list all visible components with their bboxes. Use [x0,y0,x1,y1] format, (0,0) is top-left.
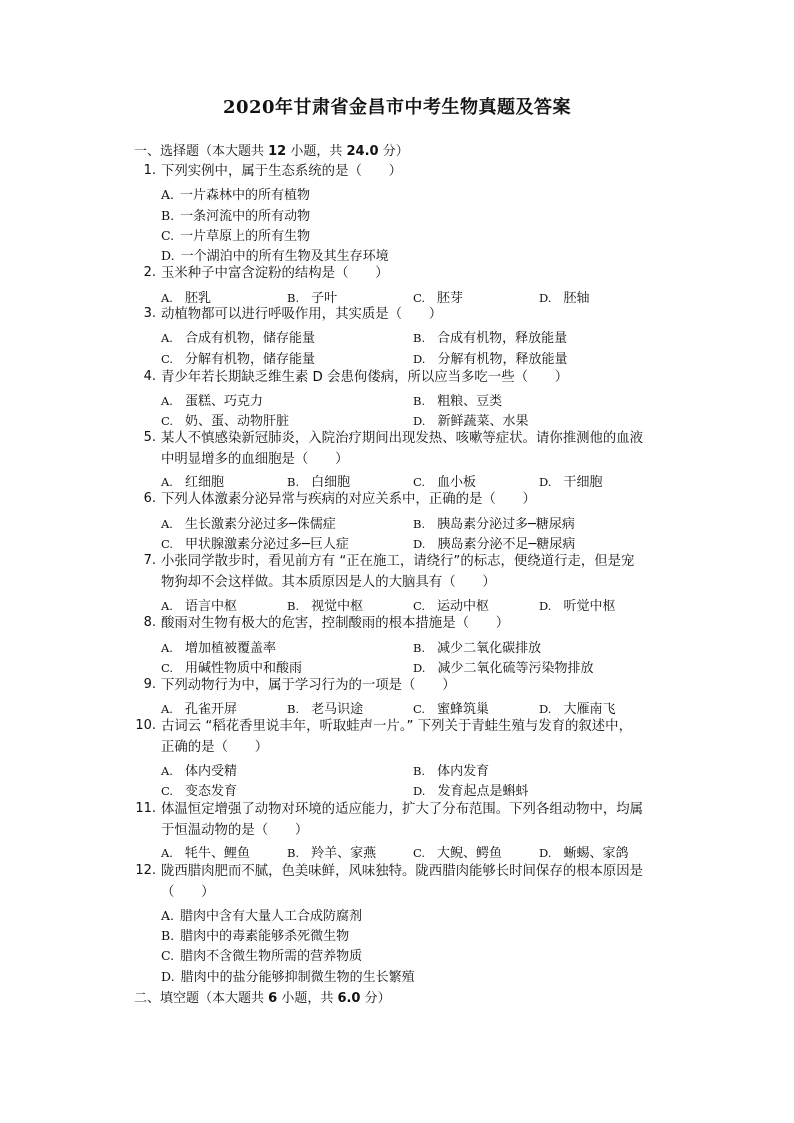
answer-option [287,287,337,306]
option-letter: C. [161,414,174,428]
answer-option [161,390,263,409]
option-text: 腊肉不含微生物所需的营养物质 [180,949,363,964]
question-text: 于恒温动物的是（ ） [161,823,309,838]
answer-option [161,287,211,306]
question-number: 11. [135,801,156,816]
option-text: 增加植被覆盖率 [184,641,276,656]
option-text: 分解有机物，释放能量 [437,352,568,367]
option-text: 变态发育 [185,784,238,799]
answer-option [161,327,315,346]
option-text: 老马识途 [311,702,364,717]
answer-option [413,698,489,717]
answer-option [413,348,567,367]
question-text: 物狗却不会这样做。其本质原因是人的大脑具有（ ） [161,575,496,590]
answer-option [413,410,528,429]
answer-option [161,205,310,224]
option-text: 分解有机物，储存能量 [185,352,316,367]
answer-option [413,471,476,490]
section-heading [134,140,409,159]
section-heading [134,987,391,1006]
answer-option [161,780,237,799]
option-letter: D. [539,599,552,613]
option-text: 听觉中枢 [563,599,616,614]
page-title: 2020年甘肃省金昌市中考生物真题及答案 [222,97,572,118]
option-letter: B. [413,764,426,778]
option-letter: C. [161,661,174,675]
answer-option [413,760,489,779]
option-letter: A. [161,394,173,408]
answer-option [161,657,302,676]
answer-option [287,698,363,717]
option-text: 一条河流中的所有动物 [180,209,311,224]
section-heading-mid: 小题，共 [286,144,347,159]
option-text: 腊肉中的毒素能够杀死微生物 [180,929,350,944]
answer-option [161,966,415,985]
question-text: 中明显增多的血细胞是（ ） [161,452,349,467]
question-text: 体温恒定增强了动物对环境的适应能力，扩大了分布范围。下列各组动物中，均属 [161,802,644,817]
answer-option [161,245,389,264]
answer-option [161,637,276,656]
option-letter: A. [161,641,173,655]
answer-option [413,657,593,676]
answer-option [413,390,502,409]
question-number: 9. [143,677,156,692]
answer-option [161,760,237,779]
option-text: 胚芽 [437,291,464,306]
option-letter: B. [287,475,300,489]
option-letter: A. [161,517,173,531]
answer-option [161,925,349,944]
question-text: 酸雨对生物有极大的危害，控制酸雨的根本措施是（ ） [161,616,510,631]
option-letter: D. [539,702,552,716]
option-letter: B. [161,208,175,223]
option-letter: D. [413,352,426,366]
question-text: 动植物都可以进行呼吸作用，其实质是（ ） [161,307,443,322]
option-letter: D. [413,661,426,675]
answer-option [161,533,349,552]
option-letter: C. [413,475,426,489]
option-text: 合成有机物，储存能量 [184,331,315,346]
option-text: 腊肉中的盐分能够抑制微生物的生长繁殖 [180,970,415,985]
answer-option [413,513,575,532]
answer-option [413,287,463,306]
option-text: 胚乳 [184,291,211,306]
option-text: 视觉中枢 [311,599,364,614]
option-letter: D. [413,414,426,428]
option-text: 腊肉中含有大量人工合成防腐剂 [180,909,363,924]
option-letter: C. [161,228,175,243]
option-text: 子叶 [311,291,338,306]
question-number: 6. [143,491,156,506]
option-text: 大鲵、鳄鱼 [437,846,503,861]
option-letter: C. [413,599,426,613]
option-text: 白细胞 [311,475,351,490]
option-text: 胰岛素分泌不足─糖尿病 [437,537,576,552]
option-letter: B. [287,702,300,716]
option-letter: B. [161,928,175,943]
option-text: 甲状腺激素分泌过多─巨人症 [185,537,349,552]
question-number: 12. [135,863,156,878]
option-letter: B. [287,291,300,305]
answer-option [287,595,363,614]
option-letter: B. [413,394,426,408]
question-text: 某人不慎感染新冠肺炎，入院治疗期间出现发热、咳嗽等症状。请你推测他的血液 [161,431,644,446]
question-text: 下列实例中，属于生态系统的是（ ） [161,164,403,179]
answer-option [161,471,224,490]
option-letter: C. [161,948,175,963]
option-letter: A. [161,702,173,716]
question-text: 玉米种子中富含淀粉的结构是（ ） [161,266,389,281]
option-letter: A. [161,475,173,489]
option-letter: C. [161,352,174,366]
section-heading-mid: 小题，共 [277,991,338,1006]
option-letter: A. [161,291,173,305]
option-letter: B. [287,599,300,613]
option-text: 红细胞 [184,475,224,490]
option-letter: B. [287,846,300,860]
option-letter: D. [413,537,426,551]
question-number: 3. [143,306,156,321]
option-letter: D. [539,475,552,489]
question-number: 5. [143,430,156,445]
option-letter: A. [161,908,175,923]
answer-option [161,410,289,429]
option-letter: D. [161,248,175,263]
option-letter: B. [413,331,426,345]
option-letter: C. [161,784,174,798]
option-text: 粗粮、豆类 [437,394,503,409]
option-text: 蜥蜴、家鸽 [563,846,629,861]
answer-option [539,471,602,490]
section-heading-score: 6.0 [337,991,361,1006]
option-letter: C. [413,291,426,305]
answer-option [161,905,362,924]
answer-option [161,842,250,861]
question-number: 10. [135,718,156,733]
question-number: 7. [143,553,156,568]
option-text: 一个湖泊中的所有生物及其生存环境 [180,249,389,264]
option-text: 血小板 [437,475,477,490]
question-text: 小张同学散步时，看见前方有 “正在施工，请绕行”的标志，便绕道行走，但是宠 [161,554,635,569]
option-text: 发育起点是蝌蚪 [437,784,529,799]
option-text: 一片森林中的所有植物 [180,188,311,203]
answer-option [161,698,237,717]
question-text: 青少年若长期缺乏维生素 D 会患佝偻病，所以应当多吃一些（ ） [161,370,569,385]
answer-option [161,348,315,367]
option-text: 一片草原上的所有生物 [180,229,311,244]
answer-option [539,842,628,861]
answer-option [413,533,575,552]
question-text: 正确的是（ ） [161,740,269,755]
answer-option [161,513,336,532]
option-text: 羚羊、家燕 [311,846,377,861]
section-heading-count: 6 [268,991,278,1006]
option-letter: D. [539,291,552,305]
option-letter: A. [161,331,173,345]
question-number: 8. [143,615,156,630]
option-text: 减少二氧化硫等污染物排放 [437,661,594,676]
option-text: 用碱性物质中和酸雨 [185,661,303,676]
option-letter: D. [539,846,552,860]
option-letter: A. [161,599,173,613]
option-text: 减少二氧化碳排放 [437,641,542,656]
answer-option [539,287,589,306]
option-letter: B. [413,517,426,531]
answer-option [287,471,350,490]
option-text: 新鲜蔬菜、水果 [437,414,529,429]
question-number: 1. [143,163,156,178]
answer-option [539,595,615,614]
option-text: 蛋糕、巧克力 [184,394,263,409]
option-letter: C. [413,846,426,860]
option-text: 生长激素分泌过多─侏儒症 [184,517,336,532]
answer-option [413,327,567,346]
option-text: 大雁南飞 [563,702,616,717]
answer-option [161,945,362,964]
answer-option [413,780,528,799]
option-text: 胰岛素分泌过多─糖尿病 [437,517,575,532]
answer-option [161,225,310,244]
option-text: 奶、蛋、动物肝脏 [185,414,290,429]
answer-option [161,184,310,203]
question-number: 2. [143,265,156,280]
answer-option [161,595,237,614]
option-text: 胚轴 [563,291,590,306]
answer-option [539,698,615,717]
option-letter: C. [413,702,426,716]
option-letter: D. [161,969,175,984]
option-letter: A. [161,187,175,202]
question-text: 下列动物行为中，属于学习行为的一项是（ ） [161,678,456,693]
option-text: 干细胞 [563,475,603,490]
answer-option [287,842,376,861]
section-heading-prefix: 一、选择题（本大题共 [134,144,269,159]
section-heading-count: 12 [268,144,287,159]
option-text: 语言中枢 [184,599,237,614]
option-letter: B. [413,641,426,655]
option-text: 运动中枢 [437,599,490,614]
option-letter: A. [161,846,173,860]
option-letter: A. [161,764,173,778]
answer-option [413,595,489,614]
section-heading-suffix: 分） [378,144,409,159]
option-text: 体内受精 [184,764,237,779]
question-text: 陇西腊肉肥而不腻，色美味鲜，风味独特。陇西腊肉能够长时间保存的根本原因是 [161,864,644,879]
option-letter: C. [161,537,174,551]
section-heading-suffix: 分） [360,991,391,1006]
question-text: 古词云 “稻花香里说丰年，听取蛙声一片。” 下列关于青蛙生殖与发育的叙述中， [161,719,632,734]
question-number: 4. [143,369,156,384]
answer-option [413,842,502,861]
option-text: 体内发育 [437,764,490,779]
option-text: 合成有机物，释放能量 [437,331,568,346]
answer-option [413,637,541,656]
section-heading-prefix: 二、填空题（本大题共 [134,991,269,1006]
option-letter: D. [413,784,426,798]
option-text: 蜜蜂筑巢 [437,702,490,717]
question-text: 下列人体激素分泌异常与疾病的对应关系中，正确的是（ ） [161,492,536,507]
option-text: 牦牛、鲤鱼 [184,846,250,861]
question-text: （ ） [161,885,215,900]
section-heading-score: 24.0 [346,144,379,159]
option-text: 孔雀开屏 [184,702,237,717]
